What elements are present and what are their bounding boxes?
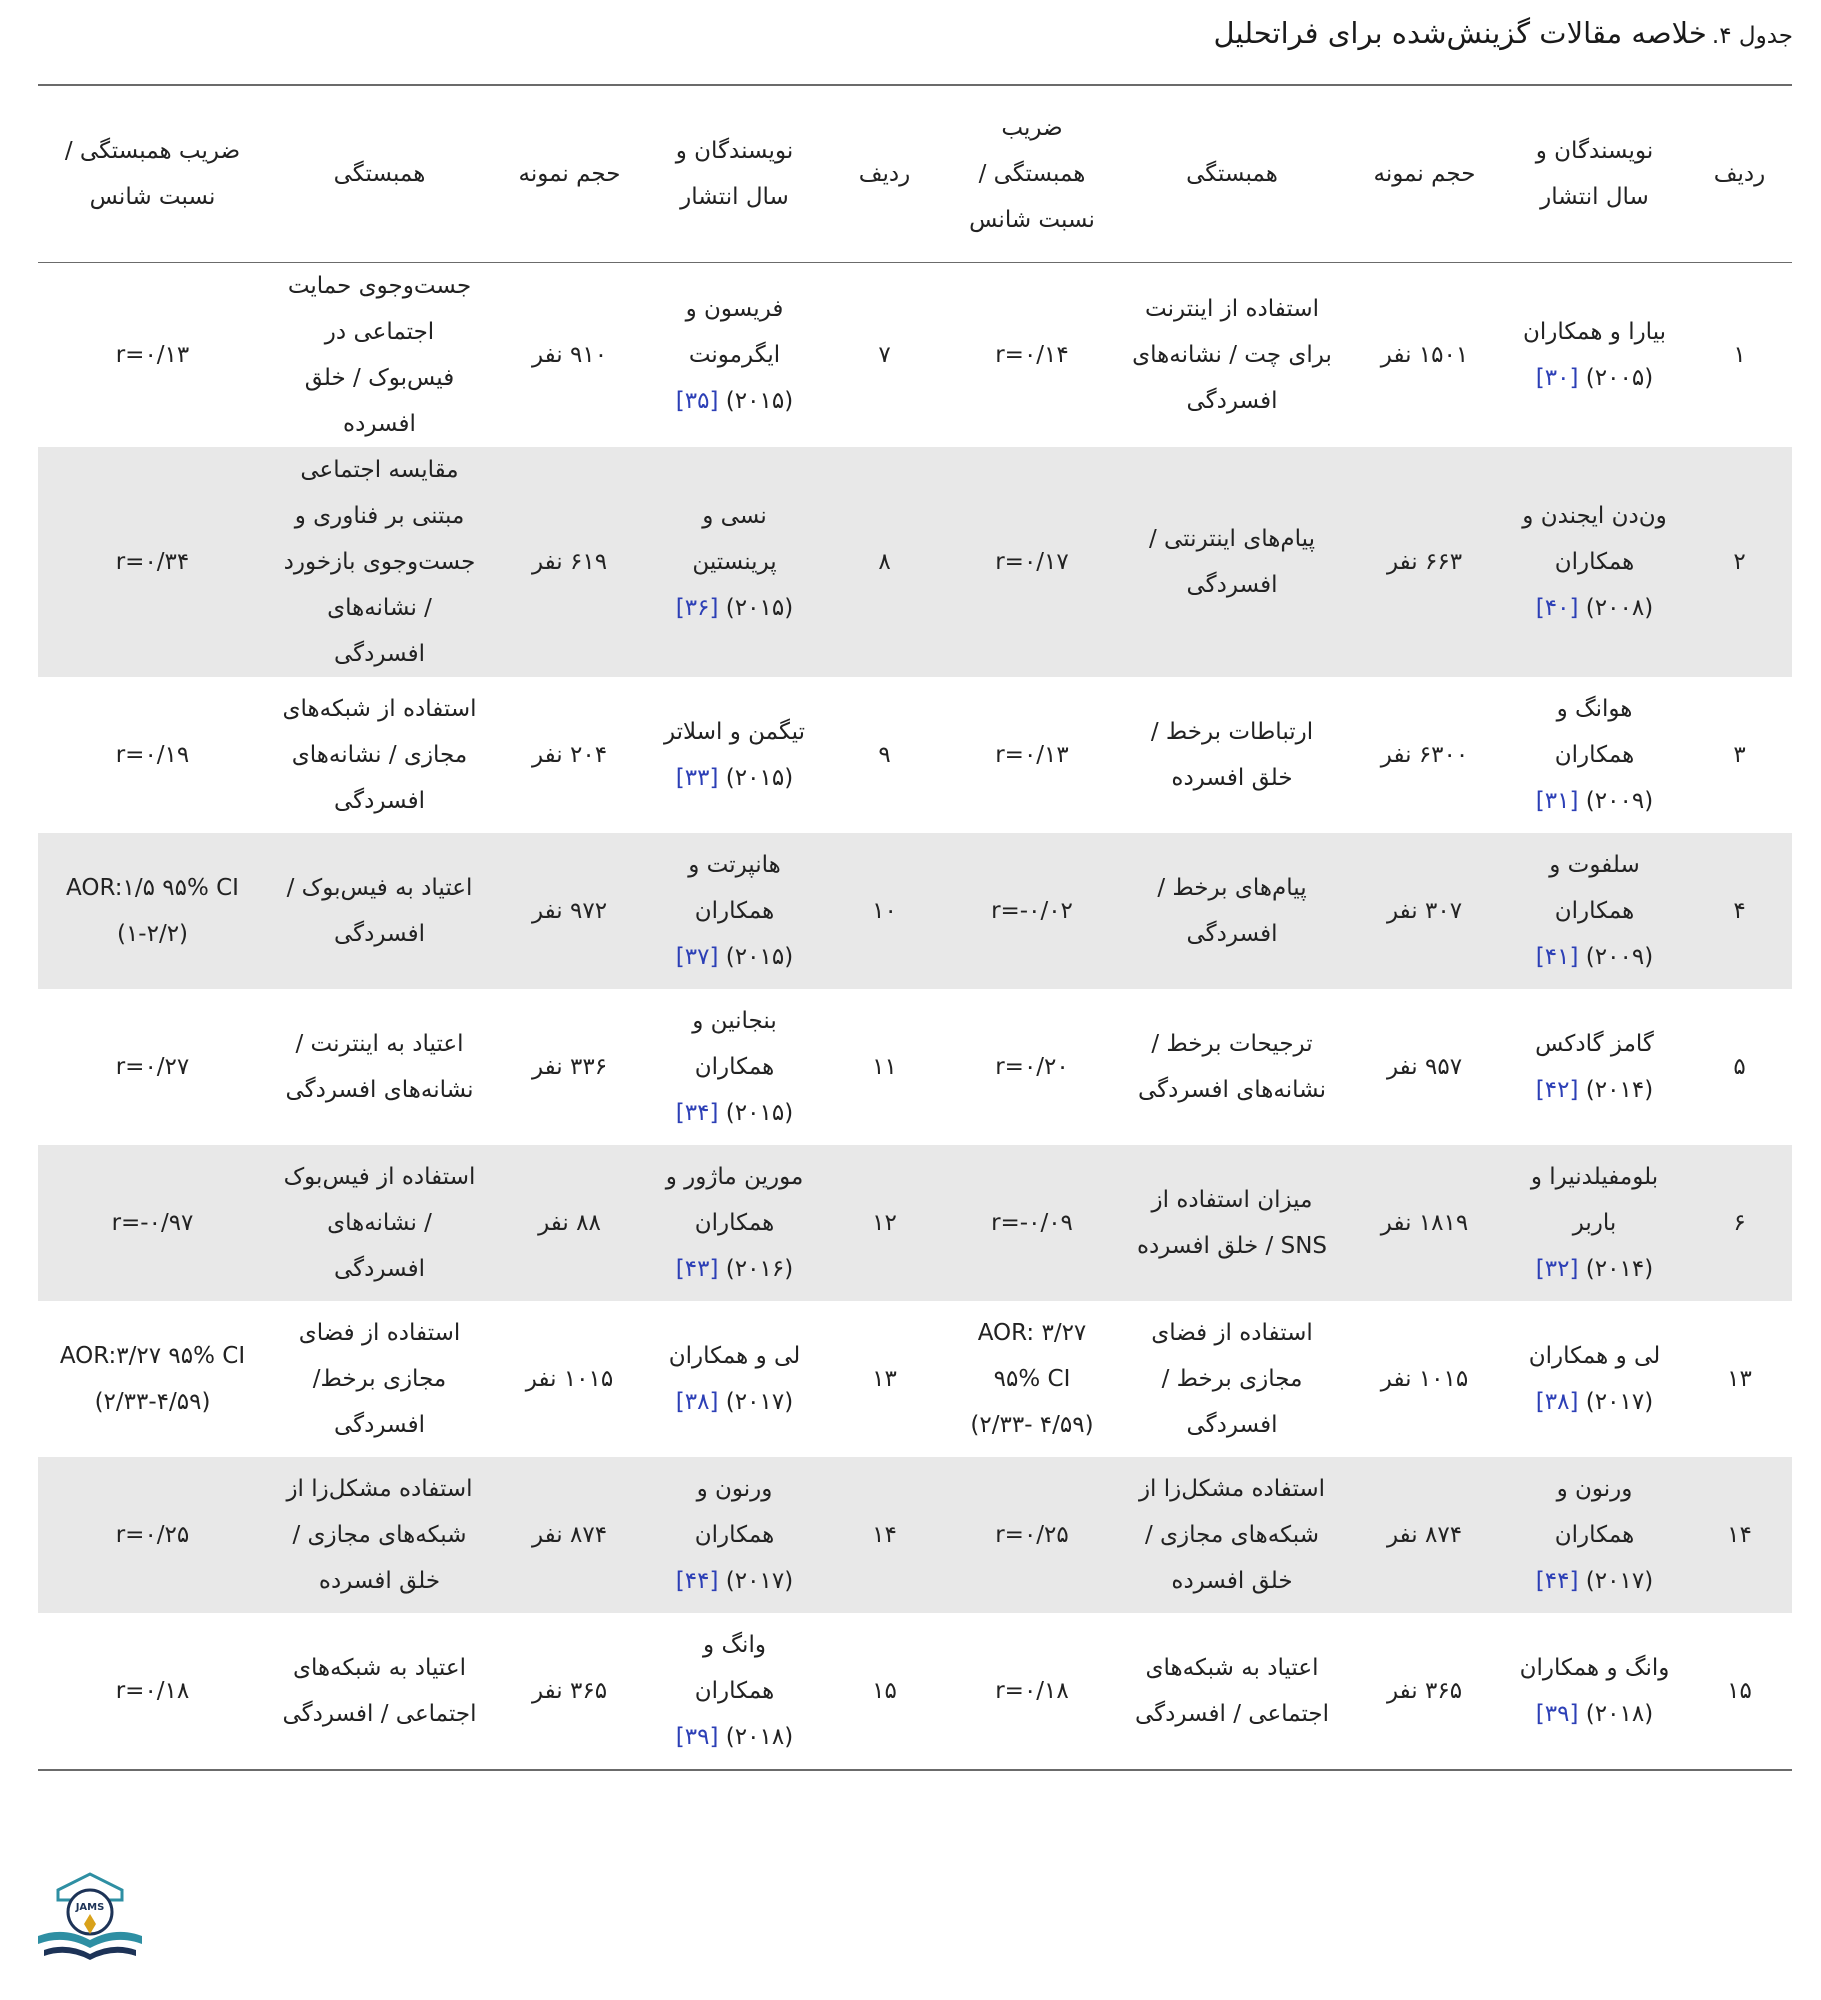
publication-year: (۲۰۱۵) [725,765,794,791]
cell-row-number-2: ۸ [822,447,947,677]
cell-coefficient-2: r=۰/۳۴ [38,447,267,677]
table-row [38,1301,1792,1457]
table-row [38,677,1792,833]
cell-association: استفاده از اینترنت برای چت / نشانه‌های افسردگی [1132,296,1332,414]
table-caption [1213,16,1793,50]
citation-link[interactable]: [۳۸] [1535,1389,1579,1415]
publication-year: (۲۰۱۸) [725,1724,794,1750]
cell-authors [1502,833,1687,989]
cell-row-number: ۲ [1687,447,1792,677]
author-year-line [661,934,808,980]
author-names: فریسون و ایگرمونت [685,296,784,368]
header-association-2: همبستگی [267,85,492,263]
citation-link[interactable]: [۴۴] [1535,1568,1579,1594]
cell-coefficient: r=۰/۱۷ [947,447,1117,677]
citation-link[interactable]: [۳۵] [675,388,719,414]
publication-year: (۲۰۱۷) [1585,1568,1654,1594]
cell-authors-2 [647,677,822,833]
cell-association-2: جست‌وجوی حمایت اجتماعی در فیس‌بوک / خلق افسرده [287,273,472,437]
cell-coefficient: r=۰/۱۸ [995,1678,1069,1704]
header-row-number: ردیف [1687,85,1792,263]
header-sample-size-2: حجم نمونه [492,85,647,263]
header-authors: نویسندگان و سال انتشار [1502,85,1687,263]
author-year-line [1516,355,1673,401]
cell-authors [1502,677,1687,833]
cell-sample-size-2: ۶۱۹ نفر [492,447,647,677]
cell-sample-size-2: ۲۰۴ نفر [531,742,608,768]
cell-authors-2 [647,1613,822,1770]
cell-association: پیام‌های برخط / افسردگی [1117,833,1347,989]
cell-association: میزان استفاده از SNS / خلق افسرده [1117,1145,1347,1301]
cell-row-number-2: ۱۴ [822,1457,947,1613]
author-year-line [1516,934,1673,980]
author-year-line [661,1558,808,1604]
cell-coefficient-2: r=۰/۱۸ [115,1678,190,1704]
cell-coefficient-2: r=-۰/۹۷ [38,1145,267,1301]
author-names: ون‌دن ایجندن و همکاران [1522,503,1667,575]
publication-year: (۲۰۱۷) [725,1568,794,1594]
table-header-row [38,85,1792,263]
author-names: وانگ و همکاران [694,1632,775,1704]
author-names: بیارا و همکاران [1522,319,1667,345]
cell-row-number-2: ۱۰ [822,833,947,989]
cell-association: ارتباطات برخط / خلق افسرده [1150,719,1314,791]
cell-sample-size-2: ۳۳۶ نفر [531,1054,608,1080]
publication-year: (۲۰۱۴) [1585,1256,1654,1282]
cell-row-number: ۴ [1687,833,1792,989]
citation-link[interactable]: [۳۹] [1535,1701,1579,1727]
cell-authors [1502,263,1687,448]
cell-sample-size-2: ۹۱۰ نفر [531,342,608,368]
cell-sample-size: ۹۵۷ نفر [1386,1054,1463,1080]
publication-year: (۲۰۱۴) [1585,1077,1654,1103]
cell-authors-2 [647,833,822,989]
publication-year: (۲۰۱۵) [725,388,794,414]
citation-link[interactable]: [۳۱] [1535,788,1579,814]
cell-coefficient-2: r=۰/۱۳ [115,342,190,368]
author-year-line [661,1379,808,1425]
author-names: هانپرتت و همکاران [688,852,781,924]
publication-year: (۲۰۰۹) [1585,944,1654,970]
author-year-line [661,1714,808,1760]
author-names: لی و همکاران [668,1343,801,1369]
header-sample-size: حجم نمونه [1347,85,1502,263]
table-row [38,989,1792,1145]
author-names: گامز گادکس [1535,1031,1654,1057]
citation-link[interactable]: [۴۲] [1535,1077,1579,1103]
author-names: وانگ و همکاران [1519,1655,1670,1681]
header-coefficient-2: ضریب همبستگی / نسبت شانس [38,85,267,263]
cell-row-number: ۱۳ [1727,1366,1752,1392]
author-names: نسی و پرینستین [692,503,777,575]
author-year-line [1516,1067,1673,1113]
citation-link[interactable]: [۴۳] [675,1256,719,1282]
cell-row-number: ۱۵ [1727,1678,1752,1704]
cell-association-2: مقایسه اجتماعی مبتنی بر فناوری و جست‌وجوی بازخورد / نشانه‌های افسردگی [267,447,492,677]
cell-row-number-2: ۱۵ [872,1678,897,1704]
citation-link[interactable]: [۳۷] [675,944,719,970]
cell-association-2: اعتیاد به فیس‌بوک / افسردگی [267,833,492,989]
cell-row-number: ۱۴ [1687,1457,1792,1613]
author-year-line [1516,1558,1673,1604]
cell-sample-size: ۱۰۱۵ نفر [1380,1366,1469,1392]
cell-authors [1502,447,1687,677]
cell-row-number: ۶ [1687,1145,1792,1301]
cell-row-number-2: ۹ [878,742,891,768]
cell-authors [1502,989,1687,1145]
author-year-line [661,755,808,801]
cell-authors [1502,1301,1687,1457]
author-names: بلومفیلدنیرا و باربر [1530,1164,1659,1236]
table-row [38,1145,1792,1301]
publication-year: (۲۰۰۹) [1585,788,1654,814]
cell-association: استفاده مشکل‌زا از شبکه‌های مجازی / خلق افسرده [1117,1457,1347,1613]
cell-association-2: استفاده از فیس‌بوک / نشانه‌های افسردگی [267,1145,492,1301]
cell-row-number: ۱ [1733,342,1746,368]
publication-year: (۲۰۰۸) [1585,595,1654,621]
cell-sample-size: ۶۶۳ نفر [1347,447,1502,677]
citation-link[interactable]: [۳۶] [675,595,719,621]
publication-year: (۲۰۱۵) [725,595,794,621]
citation-link[interactable]: [۳۸] [675,1389,719,1415]
cell-coefficient-2: AOR:۳/۲۷ ۹۵% CI (۲/۳۳-۴/۵۹) [59,1343,246,1415]
publication-year: (۲۰۱۶) [725,1256,794,1282]
jams-logo [30,1870,150,1965]
cell-association: استفاده از فضای مجازی برخط / افسردگی [1151,1320,1313,1438]
author-year-line [1516,1691,1673,1737]
table-row [38,263,1792,448]
publication-year: (۲۰۰۵) [1585,365,1654,391]
cell-coefficient-2: r=۰/۱۹ [115,742,190,768]
author-year-line [661,1090,808,1136]
cell-association: ترجیحات برخط / نشانه‌های افسردگی [1137,1031,1327,1103]
cell-coefficient: r=۰/۱۴ [995,342,1069,368]
publication-year: (۲۰۱۷) [725,1389,794,1415]
cell-sample-size: ۸۷۴ نفر [1347,1457,1502,1613]
cell-coefficient-2: r=۰/۲۵ [38,1457,267,1613]
table-row [38,1613,1792,1770]
author-year-line [661,378,808,424]
cell-authors [1502,1145,1687,1301]
cell-coefficient-2: AOR:۱/۵ ۹۵% CI (۱-۲/۲) [38,833,267,989]
author-year-line [1516,585,1673,631]
table-row [38,1457,1792,1613]
author-names: ورنون و همکاران [1554,1476,1635,1548]
cell-sample-size-2: ۸۸ نفر [492,1145,647,1301]
citation-link[interactable]: [۴۴] [675,1568,719,1594]
author-names: سلفوت و همکاران [1549,852,1640,924]
cell-sample-size: ۳۶۵ نفر [1386,1678,1463,1704]
cell-coefficient-2: r=۰/۲۷ [115,1054,190,1080]
cell-coefficient: r=۰/۲۰ [995,1054,1069,1080]
cell-association-2: اعتیاد به اینترنت / نشانه‌های افسردگی [285,1031,474,1103]
cell-row-number-2: ۱۳ [872,1366,897,1392]
logo-text: JAMS [75,1902,105,1913]
cell-authors-2 [647,447,822,677]
citation-link[interactable]: [۳۲] [1535,1256,1579,1282]
cell-coefficient: r=۰/۱۳ [995,742,1069,768]
header-association: همبستگی [1117,85,1347,263]
author-names: لی و همکاران [1528,1343,1661,1369]
cell-authors [1502,1613,1687,1770]
citation-link[interactable]: [۳۴] [675,1100,719,1126]
header-authors-2: نویسندگان و سال انتشار [647,85,822,263]
table-title: خلاصه مقالات گزینش‌شده برای فراتحلیل [1213,16,1707,50]
cell-coefficient: r=-۰/۰۲ [947,833,1117,989]
cell-coefficient: r=-۰/۰۹ [947,1145,1117,1301]
summary-table [38,84,1792,1771]
cell-coefficient: r=۰/۲۵ [947,1457,1117,1613]
cell-row-number-2: ۱۱ [872,1054,897,1080]
cell-sample-size-2: ۹۷۲ نفر [492,833,647,989]
cell-authors-2 [647,1145,822,1301]
citation-link[interactable]: [۳۰] [1535,365,1579,391]
citation-link[interactable]: [۴۱] [1535,944,1579,970]
cell-authors [1502,1457,1687,1613]
cell-association: پیام‌های اینترنتی / افسردگی [1117,447,1347,677]
author-names: ورنون و همکاران [694,1476,775,1548]
cell-row-number: ۳ [1733,742,1746,768]
cell-sample-size: ۱۵۰۱ نفر [1380,342,1469,368]
author-year-line [1516,1379,1673,1425]
author-names: تیگمن و اسلاتر [663,719,806,745]
author-year-line [661,1246,808,1292]
cell-association-2: اعتیاد به شبکه‌های اجتماعی / افسردگی [282,1655,477,1727]
cell-row-number-2: ۷ [878,342,891,368]
cell-association-2: استفاده از فضای مجازی برخط/ افسردگی [298,1320,461,1438]
author-year-line [661,585,808,631]
header-row-number-2: ردیف [822,85,947,263]
author-names: بنجانین و همکاران [692,1008,777,1080]
publication-year: (۲۰۱۷) [1585,1389,1654,1415]
cell-sample-size: ۳۰۷ نفر [1347,833,1502,989]
cell-authors-2 [647,263,822,448]
publication-year: (۲۰۱۸) [1585,1701,1654,1727]
table-number: جدول ۴. [1711,23,1793,49]
cell-association-2: استفاده از شبکه‌های مجازی / نشانه‌های افسردگی [282,696,477,814]
author-names: هوانگ و همکاران [1554,696,1635,768]
cell-sample-size: ۱۸۱۹ نفر [1347,1145,1502,1301]
cell-sample-size: ۶۳۰۰ نفر [1380,742,1469,768]
cell-authors-2 [647,989,822,1145]
publication-year: (۲۰۱۵) [725,1100,794,1126]
table-row [38,833,1792,989]
author-year-line [1516,778,1673,824]
citation-link[interactable]: [۴۰] [1535,595,1579,621]
header-coefficient: ضریب همبستگی / نسبت شانس [947,85,1117,263]
table-row [38,447,1792,677]
cell-sample-size-2: ۱۰۱۵ نفر [525,1366,614,1392]
cell-association-2: استفاده مشکل‌زا از شبکه‌های مجازی / خلق افسرده [267,1457,492,1613]
cell-row-number-2: ۱۲ [822,1145,947,1301]
author-year-line [1516,1246,1673,1292]
cell-authors-2 [647,1301,822,1457]
cell-sample-size-2: ۳۶۵ نفر [531,1678,608,1704]
cell-coefficient: AOR: ۳/۲۷ ۹۵% CI (۲/۳۳- ۴/۵۹) [970,1320,1094,1438]
cell-sample-size-2: ۸۷۴ نفر [492,1457,647,1613]
citation-link[interactable]: [۳۹] [675,1724,719,1750]
cell-association: اعتیاد به شبکه‌های اجتماعی / افسردگی [1134,1655,1330,1727]
citation-link[interactable]: [۳۳] [675,765,719,791]
cell-authors-2 [647,1457,822,1613]
author-names: مورین ماژور و همکاران [665,1164,804,1236]
publication-year: (۲۰۱۵) [725,944,794,970]
cell-row-number: ۵ [1733,1054,1746,1080]
